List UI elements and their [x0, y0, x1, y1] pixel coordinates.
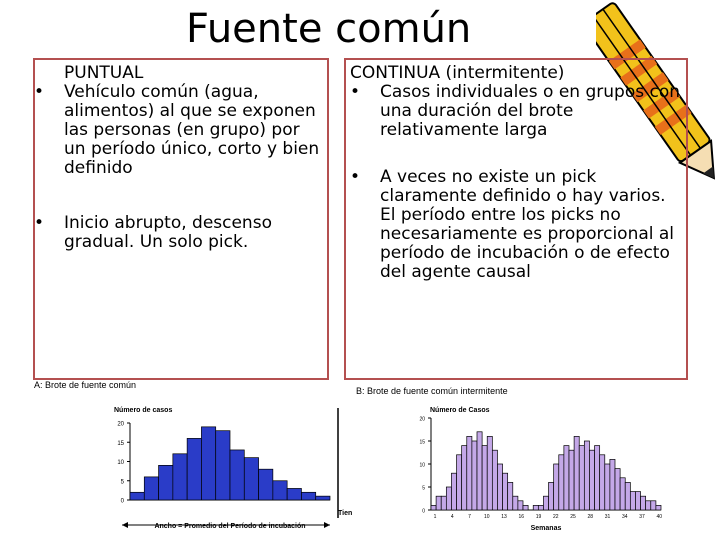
bullet-mark: • [350, 167, 361, 187]
left-heading: PUNTUAL [64, 63, 144, 83]
chart-b-bar [584, 441, 589, 510]
chart-b-bar [543, 496, 548, 510]
chart-b-x-tick-label: 1 [433, 514, 437, 520]
chart-b-bar [533, 505, 538, 510]
chart-a-bar [173, 454, 187, 500]
chart-a-bar [159, 465, 173, 500]
chart-b-bar [431, 505, 436, 510]
chart-b-x-tick-label: 4 [450, 514, 454, 520]
chart-b-bar [646, 501, 651, 510]
chart-b-bar [630, 492, 635, 510]
chart-a-arrow-right [324, 522, 330, 528]
chart-b-bar [625, 482, 630, 510]
chart-b-x-tick-label: 13 [501, 514, 507, 520]
chart-b-x-tick-label: 25 [570, 514, 576, 520]
chart-b-bar [462, 446, 467, 510]
chart-b-bar [564, 446, 569, 510]
chart-a-bar [301, 492, 315, 500]
chart-b [346, 388, 676, 538]
chart-a-bar [230, 450, 244, 500]
chart-b-x-tick-label: 19 [535, 514, 542, 520]
chart-a-bar [144, 477, 158, 500]
chart-b-bar [574, 436, 579, 510]
chart-b-x-tick-label: 7 [468, 514, 471, 520]
chart-b-bar [600, 455, 605, 510]
chart-b-bar [615, 469, 620, 510]
bullet-mark: • [34, 213, 45, 233]
chart-b-bar [503, 473, 508, 510]
chart-b-bar [554, 464, 559, 510]
chart-b-bar [605, 464, 610, 510]
chart-b-bar [477, 432, 482, 510]
chart-b-bar [467, 436, 472, 510]
chart-b-bar [451, 473, 456, 510]
chart-a-y-tick-label: 20 [117, 421, 124, 428]
chart-b-x-axis-label: Semanas [530, 525, 562, 532]
chart-a-bar [259, 469, 273, 500]
chart-b-y-tick-label: 15 [419, 439, 425, 446]
left-bullet-2 [34, 214, 324, 252]
bullet-mark: • [350, 82, 361, 102]
chart-a-y-tick-label: 10 [117, 460, 124, 466]
chart-a-bar [187, 438, 201, 500]
chart-b-bar [457, 455, 462, 510]
chart-a-y-tick-label: 0 [120, 498, 124, 505]
left-bullet-1 [34, 83, 324, 178]
chart-b-bar [446, 487, 451, 510]
right-heading: CONTINUA (intermitente) [350, 63, 565, 83]
chart-b-bar [508, 482, 513, 510]
chart-b-bar [487, 436, 492, 510]
chart-a-bar [201, 427, 215, 500]
chart-a-y-axis-label: Número de casos [114, 407, 173, 414]
chart-b-bar [538, 505, 543, 510]
chart-a-x-axis-label: Ancho = Promedio del Período de incubación [154, 523, 306, 530]
chart-b-bar [518, 501, 523, 510]
chart-b-bar [579, 446, 584, 510]
chart-a-bar [316, 496, 330, 500]
chart-b-x-tick-label: 16 [518, 514, 525, 520]
chart-b-bar [472, 441, 477, 510]
chart-a-bar [216, 431, 230, 500]
chart-b-y-tick-label: 10 [419, 462, 425, 469]
chart-b-x-tick-label: 22 [552, 514, 559, 520]
right-bullet-2 [350, 168, 680, 282]
slide-title: Fuente común [186, 6, 472, 52]
chart-b-bar [559, 455, 564, 510]
chart-b-x-tick-label: 37 [639, 514, 645, 520]
chart-a-bar [244, 458, 258, 500]
chart-b-bar [656, 505, 661, 510]
chart-b-bar [635, 492, 640, 510]
chart-b-bar [610, 459, 615, 510]
chart-b-y-tick-label: 20 [419, 416, 425, 423]
chart-b-bar [441, 496, 446, 510]
chart-b-x-tick-label: 40 [656, 514, 663, 520]
chart-b-y-tick-label: 0 [422, 508, 425, 515]
chart-b-bar [549, 482, 554, 510]
chart-b-x-tick-label: 34 [621, 514, 628, 520]
chart-a-bar [273, 481, 287, 500]
chart-b-bar [497, 464, 502, 510]
chart-b-bar [651, 501, 656, 510]
chart-b-y-axis-label: Número de Casos [430, 407, 490, 414]
chart-b-bar [620, 478, 625, 510]
chart-a-bar [130, 492, 144, 500]
chart-a-side-label: Tien [338, 510, 353, 517]
left-bullet-2-text: Inicio abrupto, descenso gradual. Un solo pick. [64, 213, 272, 252]
right-bullet-1 [350, 83, 680, 140]
left-panel [34, 64, 324, 252]
chart-a-title: A: Brote de fuente común [34, 380, 137, 390]
chart-b-bar [482, 446, 487, 510]
chart-b-bar [595, 446, 600, 510]
chart-b-x-tick-label: 28 [587, 514, 594, 520]
chart-b-y-tick-label: 5 [422, 485, 425, 492]
chart-b-bar [641, 496, 646, 510]
bullet-mark: • [34, 82, 45, 102]
chart-b-bar [513, 496, 518, 510]
chart-b-title: B: Brote de fuente común intermitente [356, 386, 508, 396]
left-bullet-1-text: Vehículo común (agua, alimentos) al que se exponen las personas (en grupo) por un período único, corto y bien definido [64, 82, 320, 178]
chart-b-x-tick-label: 10 [483, 514, 490, 520]
chart-a-y-tick-label: 5 [120, 479, 124, 486]
right-panel [350, 64, 680, 282]
right-bullet-2-text: A veces no existe un pick claramente definido o hay varios. El período entre los picks no necesariamente es proporcional al período de incubación o de efecto del agente causal [380, 167, 675, 282]
chart-a [30, 378, 360, 538]
chart-b-bar [492, 450, 497, 510]
chart-a-arrow-left [122, 522, 128, 528]
chart-b-bar [569, 450, 574, 510]
chart-b-x-tick-label: 31 [604, 514, 611, 520]
chart-a-bar [287, 488, 301, 500]
chart-b-bar [523, 505, 528, 510]
chart-b-bar [589, 450, 594, 510]
right-bullet-1-text: Casos individuales o en grupos con una duración del brote relativamente larga [380, 82, 680, 140]
chart-a-y-tick-label: 15 [117, 440, 124, 447]
chart-b-bar [436, 496, 441, 510]
